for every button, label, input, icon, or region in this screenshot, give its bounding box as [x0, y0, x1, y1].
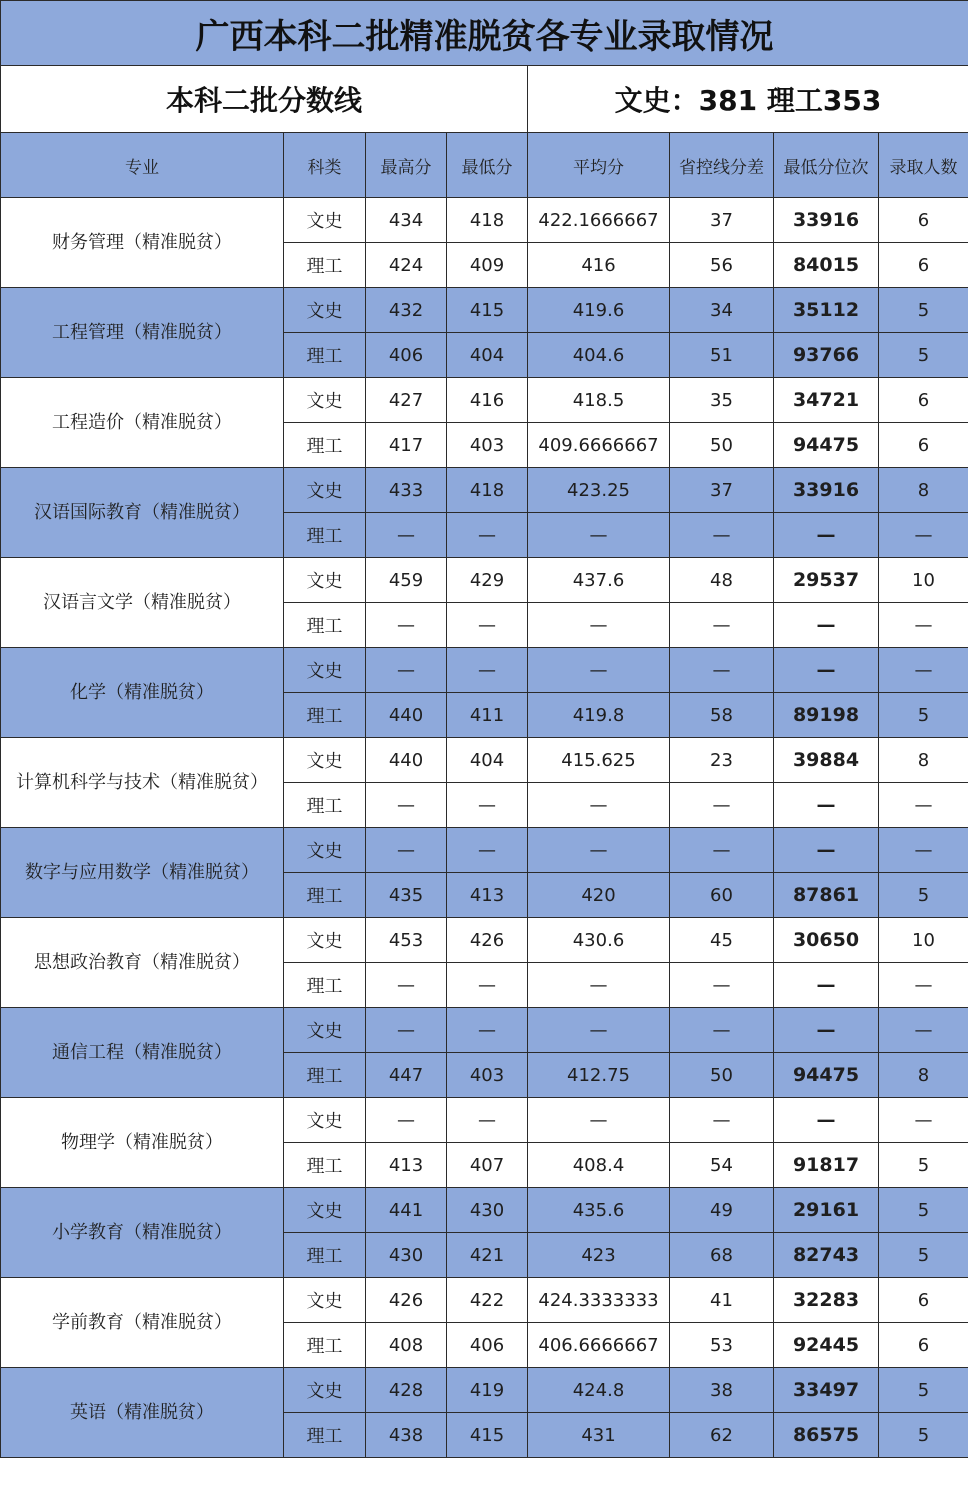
min-rank-cell: 86575 — [774, 1413, 879, 1458]
track-cell: 文史 — [284, 918, 366, 963]
cutoff-diff-cell: 37 — [670, 198, 774, 243]
admitted-count-cell: 5 — [879, 1188, 968, 1233]
admitted-count-cell: — — [879, 648, 968, 693]
min-score-cell: 404 — [447, 738, 528, 783]
table-row — [1, 1368, 968, 1413]
min-score-cell: 421 — [447, 1233, 528, 1278]
cutoff-diff-cell: 58 — [670, 693, 774, 738]
avg-score-cell: — — [528, 1098, 670, 1143]
cutoff-diff-cell: 56 — [670, 243, 774, 288]
admitted-count-cell: 6 — [879, 243, 968, 288]
track-cell: 文史 — [284, 378, 366, 423]
max-score-cell: 440 — [366, 738, 447, 783]
min-rank-cell: 30650 — [774, 918, 879, 963]
avg-score-cell: 424.8 — [528, 1368, 670, 1413]
avg-score-cell: 406.6666667 — [528, 1323, 670, 1368]
max-score-cell: 428 — [366, 1368, 447, 1413]
min-score-cell: 415 — [447, 1413, 528, 1458]
admitted-count-cell: 5 — [879, 1413, 968, 1458]
max-score-cell: 417 — [366, 423, 447, 468]
track-cell: 文史 — [284, 738, 366, 783]
max-score-cell: 447 — [366, 1053, 447, 1098]
min-score-cell: 422 — [447, 1278, 528, 1323]
avg-score-cell: 422.1666667 — [528, 198, 670, 243]
header-track: 科类 — [284, 133, 366, 198]
major-name-cell: 学前教育（精准脱贫） — [1, 1278, 284, 1368]
table-row — [1, 648, 968, 693]
avg-score-cell: 409.6666667 — [528, 423, 670, 468]
max-score-cell: 435 — [366, 873, 447, 918]
min-rank-cell: 87861 — [774, 873, 879, 918]
min-rank-cell: — — [774, 513, 879, 558]
cutoff-diff-cell: — — [670, 1008, 774, 1053]
avg-score-cell: 437.6 — [528, 558, 670, 603]
min-rank-cell: 29161 — [774, 1188, 879, 1233]
avg-score-cell: — — [528, 1008, 670, 1053]
track-cell: 文史 — [284, 828, 366, 873]
major-name-cell: 计算机科学与技术（精准脱贫） — [1, 738, 284, 828]
admitted-count-cell: 5 — [879, 333, 968, 378]
min-rank-cell: 29537 — [774, 558, 879, 603]
track-cell: 理工 — [284, 1143, 366, 1188]
max-score-cell: 430 — [366, 1233, 447, 1278]
min-score-cell: — — [447, 1008, 528, 1053]
track-cell: 文史 — [284, 1368, 366, 1413]
avg-score-cell: 431 — [528, 1413, 670, 1458]
avg-score-cell: 424.3333333 — [528, 1278, 670, 1323]
max-score-cell: 408 — [366, 1323, 447, 1368]
header-max-score: 最高分 — [366, 133, 447, 198]
avg-score-cell: 415.625 — [528, 738, 670, 783]
avg-score-cell: — — [528, 783, 670, 828]
avg-score-cell: 423 — [528, 1233, 670, 1278]
max-score-cell: — — [366, 648, 447, 693]
track-cell: 理工 — [284, 603, 366, 648]
major-name-cell: 汉语国际教育（精准脱贫） — [1, 468, 284, 558]
track-cell: 理工 — [284, 693, 366, 738]
header-avg-score: 平均分 — [528, 133, 670, 198]
admitted-count-cell: 8 — [879, 1053, 968, 1098]
max-score-cell: 413 — [366, 1143, 447, 1188]
max-score-cell: 453 — [366, 918, 447, 963]
cutoff-diff-cell: 38 — [670, 1368, 774, 1413]
admitted-count-cell: 8 — [879, 468, 968, 513]
header-admitted-count: 录取人数 — [879, 133, 968, 198]
cutoff-diff-cell: 23 — [670, 738, 774, 783]
avg-score-cell: — — [528, 828, 670, 873]
track-cell: 理工 — [284, 1413, 366, 1458]
avg-score-cell: 420 — [528, 873, 670, 918]
min-score-cell: 430 — [447, 1188, 528, 1233]
max-score-cell: 427 — [366, 378, 447, 423]
min-score-cell: — — [447, 603, 528, 648]
table-row — [1, 828, 968, 873]
max-score-cell: — — [366, 783, 447, 828]
admitted-count-cell: 5 — [879, 288, 968, 333]
min-score-cell: — — [447, 828, 528, 873]
cutoff-diff-cell: 53 — [670, 1323, 774, 1368]
table-row — [1, 378, 968, 423]
cutoff-scores: 文史：381 理工353 — [528, 66, 968, 133]
max-score-cell: 441 — [366, 1188, 447, 1233]
cutoff-diff-cell: — — [670, 648, 774, 693]
min-rank-cell: 33497 — [774, 1368, 879, 1413]
cutoff-diff-cell: 50 — [670, 1053, 774, 1098]
min-rank-cell: 89198 — [774, 693, 879, 738]
admitted-count-cell: 6 — [879, 1278, 968, 1323]
major-name-cell: 汉语言文学（精准脱贫） — [1, 558, 284, 648]
max-score-cell: 433 — [366, 468, 447, 513]
cutoff-diff-cell: — — [670, 513, 774, 558]
min-rank-cell: — — [774, 828, 879, 873]
header-row — [1, 133, 968, 198]
max-score-cell: 406 — [366, 333, 447, 378]
track-cell: 文史 — [284, 288, 366, 333]
min-score-cell: 429 — [447, 558, 528, 603]
admitted-count-cell: 5 — [879, 1368, 968, 1413]
min-rank-cell: 92445 — [774, 1323, 879, 1368]
track-cell: 理工 — [284, 1323, 366, 1368]
page-title: 广西本科二批精准脱贫各专业录取情况 — [1, 1, 968, 66]
max-score-cell: — — [366, 828, 447, 873]
min-score-cell: — — [447, 963, 528, 1008]
cutoff-diff-cell: — — [670, 1098, 774, 1143]
track-cell: 理工 — [284, 333, 366, 378]
track-cell: 文史 — [284, 1098, 366, 1143]
avg-score-cell: — — [528, 648, 670, 693]
min-rank-cell: 33916 — [774, 198, 879, 243]
table-row — [1, 738, 968, 783]
table-row — [1, 1098, 968, 1143]
avg-score-cell: 416 — [528, 243, 670, 288]
min-score-cell: 418 — [447, 198, 528, 243]
min-rank-cell: 35112 — [774, 288, 879, 333]
table-row — [1, 1278, 968, 1323]
admitted-count-cell: 10 — [879, 558, 968, 603]
track-cell: 文史 — [284, 198, 366, 243]
max-score-cell: 459 — [366, 558, 447, 603]
admitted-count-cell: — — [879, 963, 968, 1008]
track-cell: 文史 — [284, 468, 366, 513]
major-name-cell: 小学教育（精准脱贫） — [1, 1188, 284, 1278]
cutoff-diff-cell: 34 — [670, 288, 774, 333]
max-score-cell: 434 — [366, 198, 447, 243]
table-row — [1, 198, 968, 243]
admitted-count-cell: — — [879, 1098, 968, 1143]
track-cell: 理工 — [284, 423, 366, 468]
cutoff-diff-cell: 35 — [670, 378, 774, 423]
min-score-cell: 403 — [447, 1053, 528, 1098]
avg-score-cell: 412.75 — [528, 1053, 670, 1098]
header-min-score: 最低分 — [447, 133, 528, 198]
min-rank-cell: 34721 — [774, 378, 879, 423]
min-rank-cell: 94475 — [774, 423, 879, 468]
cutoff-diff-cell: 41 — [670, 1278, 774, 1323]
cutoff-diff-cell: 54 — [670, 1143, 774, 1188]
cutoff-row — [1, 66, 968, 133]
major-name-cell: 思想政治教育（精准脱贫） — [1, 918, 284, 1008]
min-score-cell: 419 — [447, 1368, 528, 1413]
admitted-count-cell: — — [879, 1008, 968, 1053]
avg-score-cell: — — [528, 963, 670, 1008]
max-score-cell: 432 — [366, 288, 447, 333]
track-cell: 文史 — [284, 1008, 366, 1053]
min-rank-cell: — — [774, 603, 879, 648]
track-cell: 文史 — [284, 1278, 366, 1323]
min-rank-cell: 93766 — [774, 333, 879, 378]
track-cell: 理工 — [284, 963, 366, 1008]
major-name-cell: 工程造价（精准脱贫） — [1, 378, 284, 468]
min-score-cell: — — [447, 648, 528, 693]
min-score-cell: 411 — [447, 693, 528, 738]
admitted-count-cell: 5 — [879, 1233, 968, 1278]
max-score-cell: — — [366, 603, 447, 648]
admitted-count-cell: 8 — [879, 738, 968, 783]
min-score-cell: 415 — [447, 288, 528, 333]
min-rank-cell: — — [774, 1008, 879, 1053]
major-name-cell: 英语（精准脱贫） — [1, 1368, 284, 1458]
table-body — [1, 1, 968, 1458]
min-score-cell: 404 — [447, 333, 528, 378]
min-rank-cell: 32283 — [774, 1278, 879, 1323]
admitted-count-cell: — — [879, 603, 968, 648]
table-row — [1, 558, 968, 603]
track-cell: 理工 — [284, 783, 366, 828]
min-rank-cell: 84015 — [774, 243, 879, 288]
max-score-cell: — — [366, 513, 447, 558]
admitted-count-cell: 5 — [879, 1143, 968, 1188]
avg-score-cell: 423.25 — [528, 468, 670, 513]
major-name-cell: 工程管理（精准脱贫） — [1, 288, 284, 378]
cutoff-label: 本科二批分数线 — [1, 66, 528, 133]
min-score-cell: 406 — [447, 1323, 528, 1368]
avg-score-cell: 408.4 — [528, 1143, 670, 1188]
avg-score-cell: 435.6 — [528, 1188, 670, 1233]
table-row — [1, 918, 968, 963]
avg-score-cell: — — [528, 603, 670, 648]
min-score-cell: — — [447, 1098, 528, 1143]
admitted-count-cell: — — [879, 783, 968, 828]
track-cell: 理工 — [284, 513, 366, 558]
avg-score-cell: 404.6 — [528, 333, 670, 378]
min-rank-cell: 33916 — [774, 468, 879, 513]
table-row — [1, 288, 968, 333]
min-score-cell: 426 — [447, 918, 528, 963]
cutoff-diff-cell: 62 — [670, 1413, 774, 1458]
max-score-cell: — — [366, 963, 447, 1008]
avg-score-cell: 419.6 — [528, 288, 670, 333]
cutoff-diff-cell: 48 — [670, 558, 774, 603]
admitted-count-cell: 5 — [879, 873, 968, 918]
major-name-cell: 数字与应用数学（精准脱贫） — [1, 828, 284, 918]
title-row — [1, 1, 968, 66]
avg-score-cell: 430.6 — [528, 918, 670, 963]
min-rank-cell: — — [774, 648, 879, 693]
major-name-cell: 化学（精准脱贫） — [1, 648, 284, 738]
cutoff-diff-cell: — — [670, 828, 774, 873]
track-cell: 理工 — [284, 1053, 366, 1098]
avg-score-cell: 419.8 — [528, 693, 670, 738]
table-row — [1, 1008, 968, 1053]
header-major: 专业 — [1, 133, 284, 198]
min-score-cell: 403 — [447, 423, 528, 468]
major-name-cell: 通信工程（精准脱贫） — [1, 1008, 284, 1098]
table-row — [1, 1188, 968, 1233]
major-name-cell: 物理学（精准脱贫） — [1, 1098, 284, 1188]
max-score-cell: 438 — [366, 1413, 447, 1458]
min-score-cell: — — [447, 783, 528, 828]
cutoff-diff-cell: 37 — [670, 468, 774, 513]
track-cell: 理工 — [284, 1233, 366, 1278]
admitted-count-cell: 6 — [879, 198, 968, 243]
admitted-count-cell: 6 — [879, 378, 968, 423]
track-cell: 文史 — [284, 1188, 366, 1233]
min-rank-cell: 82743 — [774, 1233, 879, 1278]
min-rank-cell: 91817 — [774, 1143, 879, 1188]
admitted-count-cell: 6 — [879, 423, 968, 468]
admitted-count-cell: 5 — [879, 693, 968, 738]
min-score-cell: 407 — [447, 1143, 528, 1188]
admitted-count-cell: 10 — [879, 918, 968, 963]
major-name-cell: 财务管理（精准脱贫） — [1, 198, 284, 288]
avg-score-cell: — — [528, 513, 670, 558]
min-score-cell: 409 — [447, 243, 528, 288]
max-score-cell: — — [366, 1008, 447, 1053]
min-score-cell: — — [447, 513, 528, 558]
admitted-count-cell: — — [879, 828, 968, 873]
min-score-cell: 418 — [447, 468, 528, 513]
min-rank-cell: 39884 — [774, 738, 879, 783]
min-rank-cell: — — [774, 963, 879, 1008]
table-row — [1, 468, 968, 513]
track-cell: 文史 — [284, 558, 366, 603]
cutoff-diff-cell: — — [670, 963, 774, 1008]
cutoff-diff-cell: 60 — [670, 873, 774, 918]
header-min-rank: 最低分位次 — [774, 133, 879, 198]
min-rank-cell: — — [774, 1098, 879, 1143]
cutoff-diff-cell: 50 — [670, 423, 774, 468]
min-score-cell: 416 — [447, 378, 528, 423]
cutoff-diff-cell: 68 — [670, 1233, 774, 1278]
cutoff-diff-cell: — — [670, 603, 774, 648]
track-cell: 理工 — [284, 243, 366, 288]
min-score-cell: 413 — [447, 873, 528, 918]
cutoff-diff-cell: 45 — [670, 918, 774, 963]
admitted-count-cell: 6 — [879, 1323, 968, 1368]
admitted-count-cell: — — [879, 513, 968, 558]
max-score-cell: 426 — [366, 1278, 447, 1323]
track-cell: 理工 — [284, 873, 366, 918]
max-score-cell: — — [366, 1098, 447, 1143]
avg-score-cell: 418.5 — [528, 378, 670, 423]
cutoff-diff-cell: 51 — [670, 333, 774, 378]
header-cutoff-diff: 省控线分差 — [670, 133, 774, 198]
min-rank-cell: — — [774, 783, 879, 828]
max-score-cell: 424 — [366, 243, 447, 288]
max-score-cell: 440 — [366, 693, 447, 738]
cutoff-diff-cell: — — [670, 783, 774, 828]
min-rank-cell: 94475 — [774, 1053, 879, 1098]
cutoff-diff-cell: 49 — [670, 1188, 774, 1233]
track-cell: 文史 — [284, 648, 366, 693]
